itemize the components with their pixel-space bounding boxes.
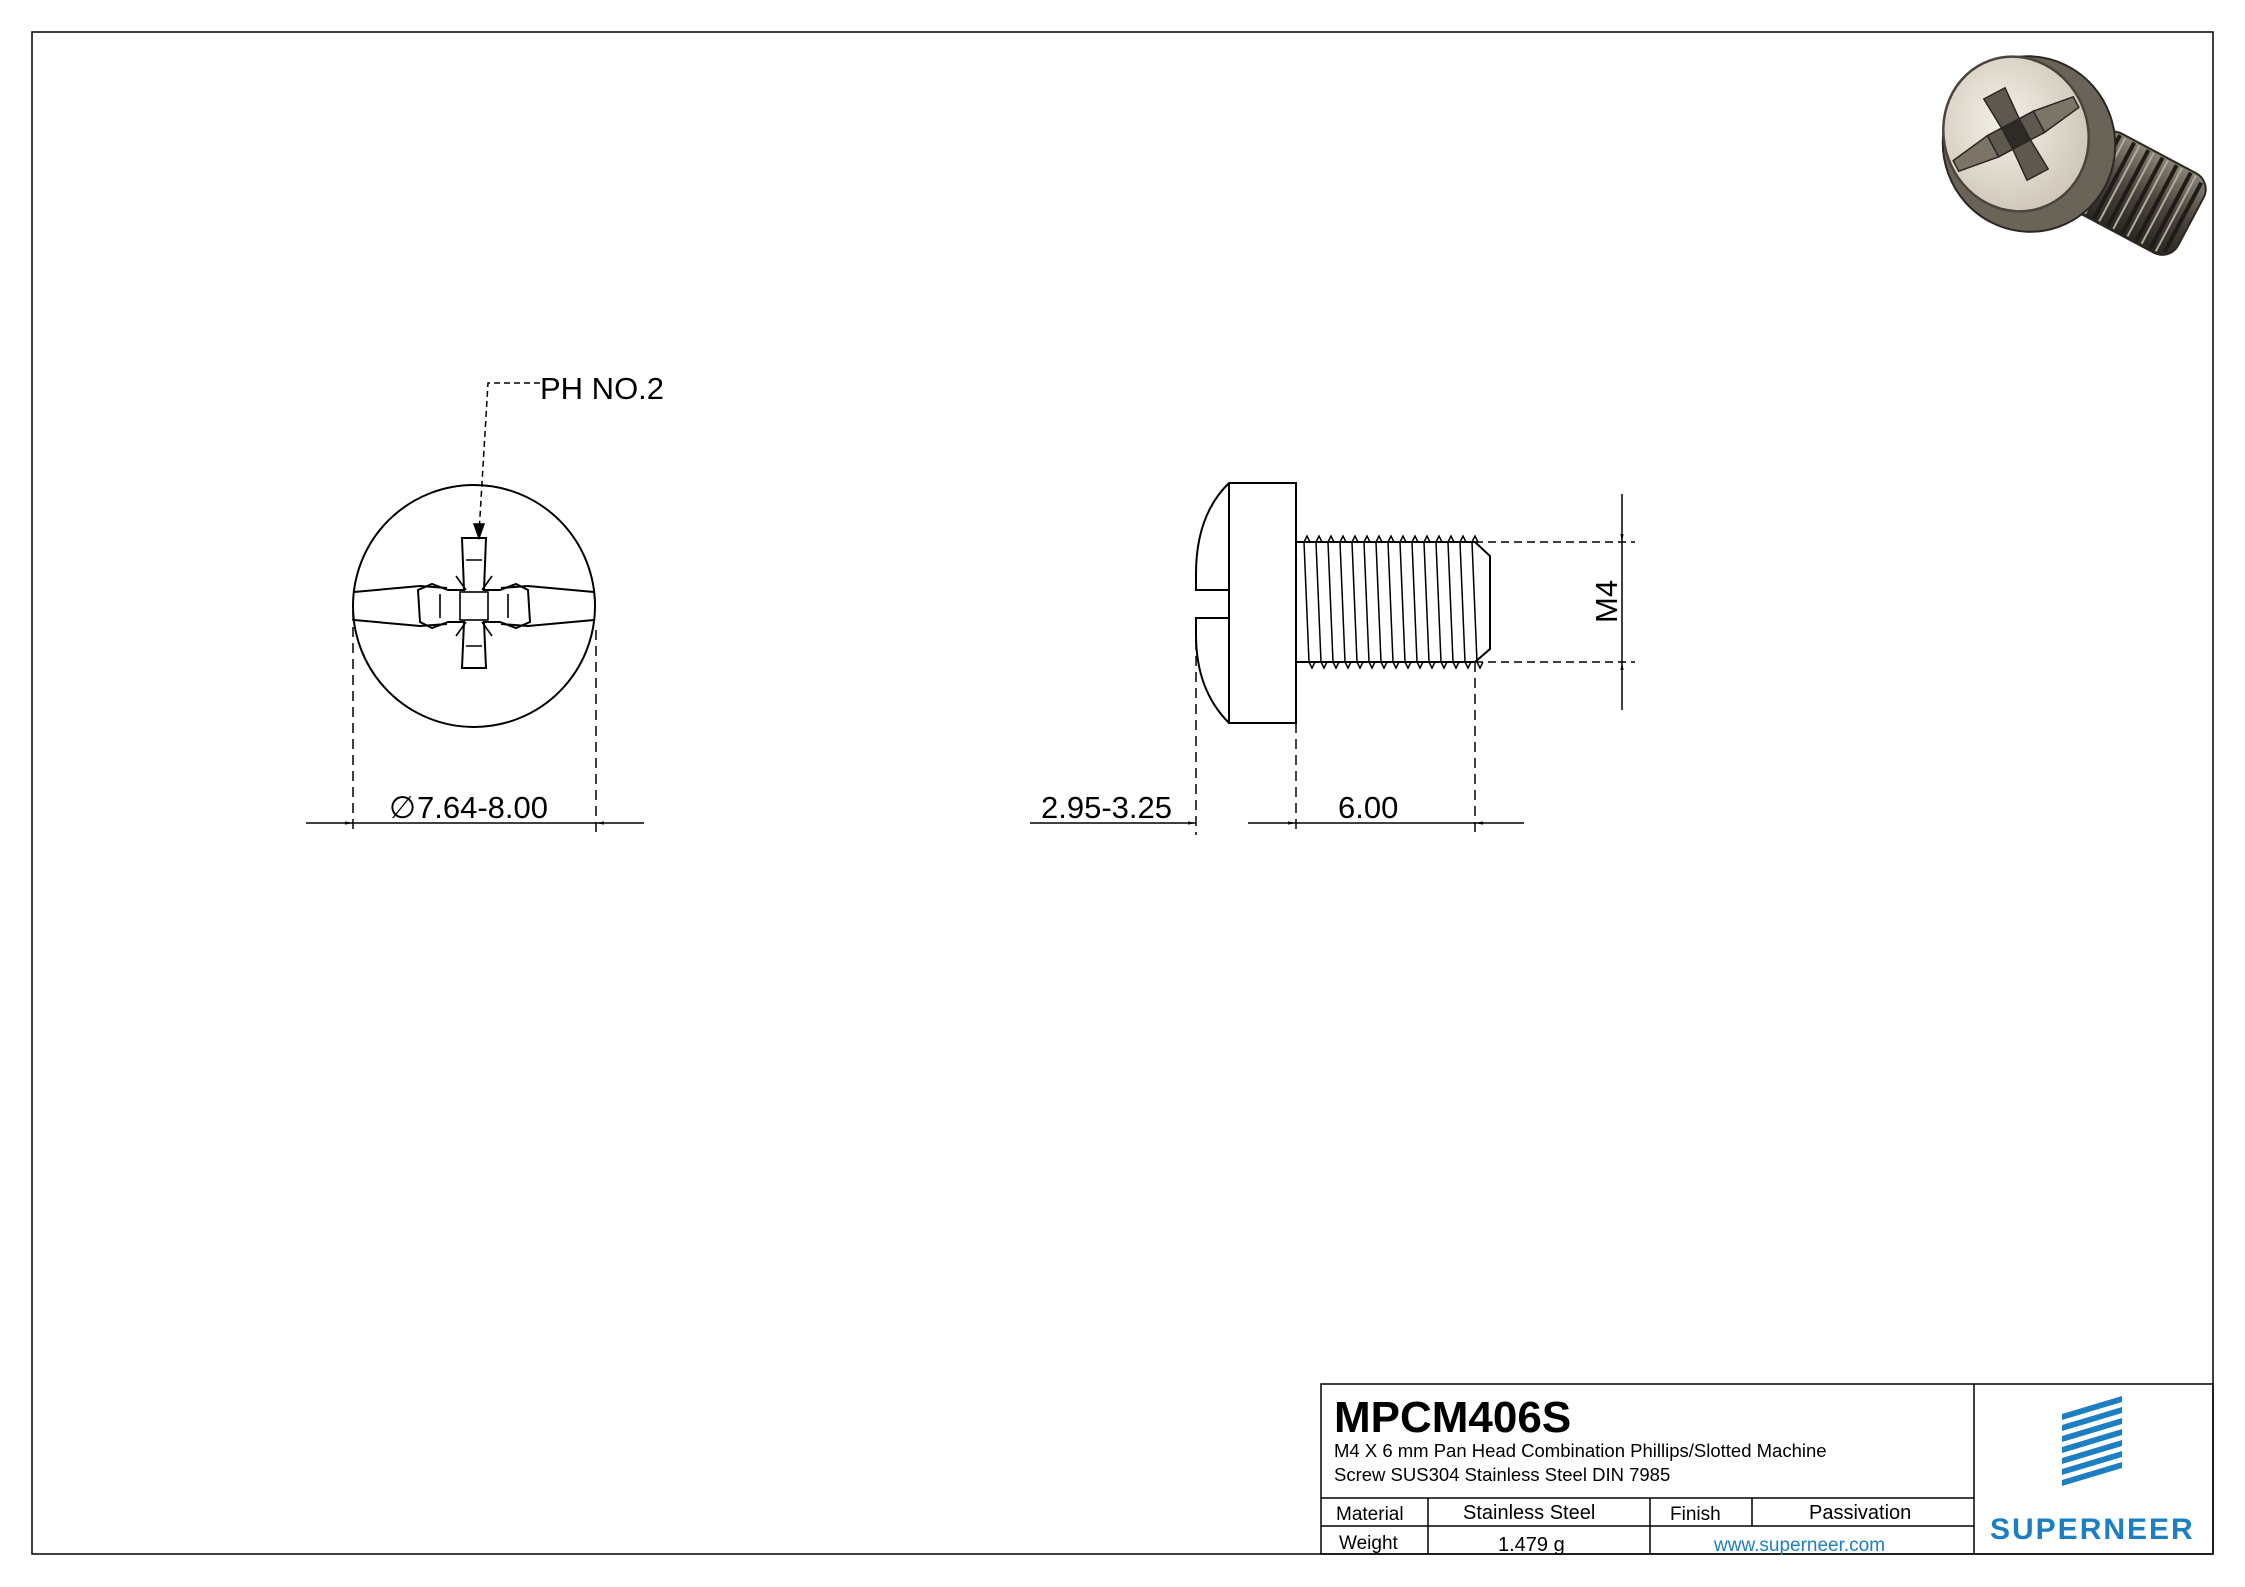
head-outline: [353, 485, 595, 727]
drive-callout-label: PH NO.2: [540, 371, 665, 406]
brand-name: SUPERNEER: [1990, 1513, 2195, 1546]
thread-line: [1460, 542, 1465, 662]
thread-crest: [1340, 536, 1351, 668]
thread-crest: [1400, 536, 1411, 668]
thread-crest: [1460, 536, 1471, 668]
thread-line: [1316, 542, 1321, 662]
finish-label: Finish: [1670, 1504, 1721, 1525]
thread-crest: [1424, 536, 1435, 668]
thread-line: [1352, 542, 1357, 662]
thread-crest: [1304, 536, 1315, 668]
website-link[interactable]: www.superneer.com: [1714, 1535, 1886, 1556]
head-profile: [1196, 483, 1296, 723]
thread-crest: [1448, 536, 1459, 668]
weight-label: Weight: [1339, 1533, 1398, 1554]
material-value: Stainless Steel: [1463, 1502, 1596, 1524]
thread-lines: [1304, 536, 1483, 668]
diameter-symbol: ∅: [389, 790, 417, 825]
thread-line: [1448, 542, 1453, 662]
thread-line: [1412, 542, 1417, 662]
description-line-2: Screw SUS304 Stainless Steel DIN 7985: [1334, 1464, 1671, 1485]
thread-crest: [1388, 536, 1399, 668]
thread-line: [1436, 542, 1441, 662]
head-height-value: 2.95-3.25: [1041, 790, 1172, 825]
thread-crest: [1364, 536, 1375, 668]
thread-crest: [1472, 536, 1483, 668]
head-diameter-value: 7.64-8.00: [417, 790, 548, 825]
thread-crest: [1436, 536, 1447, 668]
thread-line: [1424, 542, 1429, 662]
phillips-recess: [418, 538, 530, 668]
screw-3d-render: [1918, 32, 2212, 261]
thread-line: [1472, 542, 1477, 662]
part-number: MPCM406S: [1334, 1393, 1572, 1442]
superneer-logo-icon: [2062, 1396, 2122, 1486]
material-label: Material: [1336, 1504, 1404, 1525]
thread-line: [1400, 542, 1405, 662]
thread-crest: [1328, 536, 1339, 668]
thread-crest: [1376, 536, 1387, 668]
thread-line: [1376, 542, 1381, 662]
thread-line: [1364, 542, 1369, 662]
length-value: 6.00: [1338, 790, 1399, 825]
weight-value: 1.479 g: [1498, 1534, 1565, 1556]
top-view: [353, 485, 595, 727]
thread-line: [1328, 542, 1333, 662]
thread-crest: [1316, 536, 1327, 668]
thread-crest: [1352, 536, 1363, 668]
thread-line: [1388, 542, 1393, 662]
thread-line: [1304, 542, 1309, 662]
drive-callout-leader: [474, 383, 540, 538]
finish-value: Passivation: [1809, 1502, 1912, 1524]
description-line-1: M4 X 6 mm Pan Head Combination Phillips/Slotted Machine: [1334, 1440, 1827, 1461]
thread-crest: [1412, 536, 1423, 668]
thread-line: [1340, 542, 1345, 662]
thread-size-label: M4: [1589, 579, 1624, 623]
